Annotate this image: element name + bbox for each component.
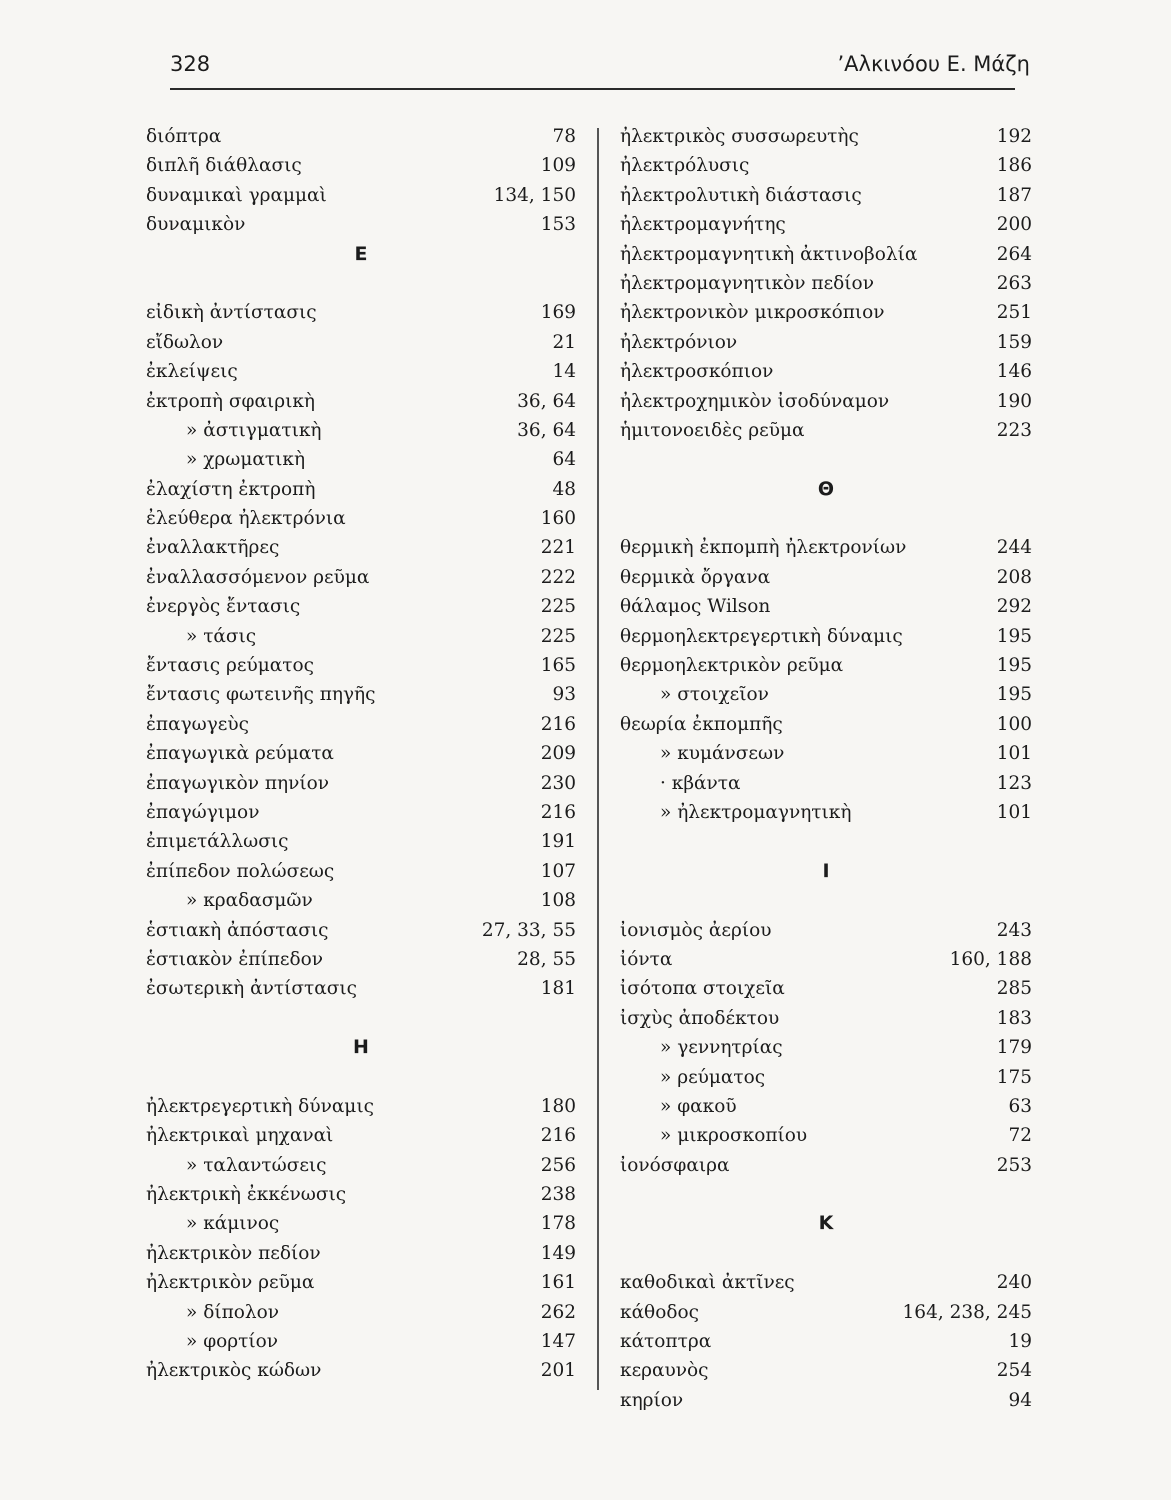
spacer bbox=[620, 1180, 1032, 1209]
index-term: ἠλεκτρεγερτικὴ δύναμις bbox=[146, 1095, 374, 1117]
page-references: 292 bbox=[996, 596, 1032, 618]
index-entry bbox=[146, 1092, 576, 1121]
index-entry bbox=[620, 1386, 1032, 1415]
index-subentry bbox=[146, 622, 576, 651]
index-term: θερμικὴ ἐκπομπὴ ἠλεκτρονίων bbox=[620, 537, 907, 559]
index-entry bbox=[146, 974, 576, 1003]
spacer bbox=[620, 504, 1032, 533]
index-term: ἐναλλακτῆρες bbox=[146, 537, 280, 559]
index-term: ἠλεκτρομαγνήτης bbox=[620, 214, 786, 236]
page-references: 101 bbox=[996, 801, 1032, 823]
page-references: 183 bbox=[996, 1007, 1032, 1029]
index-term: ἡμιτονοειδὲς ρεῦμα bbox=[620, 419, 805, 441]
index-term: κάθοδος bbox=[620, 1301, 699, 1323]
index-entry bbox=[620, 122, 1032, 151]
page-references: 263 bbox=[996, 272, 1032, 294]
page-references: 191 bbox=[540, 831, 576, 853]
page-references: 164, 238, 245 bbox=[902, 1301, 1032, 1323]
page-references: 195 bbox=[996, 625, 1032, 647]
index-term: ἑστιακὸν ἐπίπεδον bbox=[146, 948, 323, 970]
index-term: θεωρία ἐκπομπῆς bbox=[620, 713, 783, 735]
page-references: 36, 64 bbox=[517, 419, 576, 441]
spacer bbox=[620, 827, 1032, 856]
column-divider bbox=[597, 128, 599, 1390]
page-references: 160 bbox=[540, 508, 576, 530]
page-references: 153 bbox=[540, 214, 576, 236]
page-references: 101 bbox=[996, 743, 1032, 765]
index-entry bbox=[146, 122, 576, 151]
index-term: · κβάντα bbox=[660, 772, 741, 794]
index-entry bbox=[620, 916, 1032, 945]
index-term: ἐπαγωγεὺς bbox=[146, 713, 249, 735]
index-entry bbox=[620, 357, 1032, 386]
page-references: 108 bbox=[540, 890, 576, 912]
page-references: 149 bbox=[540, 1242, 576, 1264]
page-references: 186 bbox=[996, 155, 1032, 177]
page-references: 28, 55 bbox=[517, 948, 576, 970]
index-entry bbox=[620, 387, 1032, 416]
page-references: 165 bbox=[540, 655, 576, 677]
index-term: διπλῆ διάθλασις bbox=[146, 155, 302, 177]
index-entry bbox=[146, 151, 576, 180]
page-references: 222 bbox=[540, 566, 576, 588]
index-term: ἐκτροπὴ σφαιρικὴ bbox=[146, 390, 315, 412]
index-term: » δίπολον bbox=[186, 1301, 279, 1323]
page-references: 187 bbox=[996, 184, 1032, 206]
page-references: 221 bbox=[540, 537, 576, 559]
index-term: ἔντασις ρεύματος bbox=[146, 655, 314, 677]
index-entry bbox=[620, 328, 1032, 357]
running-head: ’Αλκινόου Ε. Μάζη bbox=[837, 52, 1030, 76]
index-term: δυναμικαὶ γραμμαὶ bbox=[146, 184, 327, 206]
page-references: 107 bbox=[540, 860, 576, 882]
index-entry bbox=[620, 1356, 1032, 1385]
index-entry bbox=[620, 651, 1032, 680]
page-references: 21 bbox=[552, 331, 576, 353]
page-references: 216 bbox=[540, 1125, 576, 1147]
index-term: » στοιχεῖον bbox=[660, 684, 769, 706]
index-subentry bbox=[146, 886, 576, 915]
index-term: » γεννητρίας bbox=[660, 1037, 783, 1059]
index-entry bbox=[146, 298, 576, 327]
index-entry bbox=[620, 181, 1032, 210]
index-term: ἐνεργὸς ἔντασις bbox=[146, 596, 301, 618]
page-references: 123 bbox=[996, 772, 1032, 794]
index-entry bbox=[146, 827, 576, 856]
page-references: 209 bbox=[540, 743, 576, 765]
index-term: ἠλεκτρόνιον bbox=[620, 331, 738, 353]
page-references: 216 bbox=[540, 713, 576, 735]
page-references: 109 bbox=[540, 155, 576, 177]
section-letter-heading: Ι bbox=[822, 859, 830, 882]
page-references: 251 bbox=[996, 302, 1032, 324]
index-term: ἰόντα bbox=[620, 948, 673, 970]
index-entry bbox=[620, 1268, 1032, 1297]
index-term: » κραδασμῶν bbox=[186, 890, 313, 912]
index-term: ἐπίπεδον πολώσεως bbox=[146, 860, 335, 882]
page-references: 225 bbox=[540, 625, 576, 647]
index-term: » κυμάνσεων bbox=[660, 743, 785, 765]
page-references: 63 bbox=[1008, 1095, 1032, 1117]
index-subentry bbox=[620, 1121, 1032, 1150]
index-term: θερμοηλεκτρεγερτικὴ δύναμις bbox=[620, 625, 903, 647]
page-references: 285 bbox=[996, 978, 1032, 1000]
page-references: 78 bbox=[552, 126, 576, 147]
page-references: 256 bbox=[540, 1154, 576, 1176]
index-entry bbox=[620, 945, 1032, 974]
index-term: ἠλεκτρολυτικὴ διάστασις bbox=[620, 184, 862, 206]
page-references: 94 bbox=[1008, 1389, 1032, 1411]
index-entry bbox=[620, 1327, 1032, 1356]
index-term: δυναμικὸν bbox=[146, 214, 246, 236]
page-references: 223 bbox=[996, 419, 1032, 441]
index-entry bbox=[146, 680, 576, 709]
page-references: 72 bbox=[1008, 1125, 1032, 1147]
index-term: ἐκλείψεις bbox=[146, 361, 238, 383]
page-references: 180 bbox=[540, 1095, 576, 1117]
spacer bbox=[146, 1004, 576, 1033]
index-entry bbox=[620, 563, 1032, 592]
index-term: ἰσχὺς ἀποδέκτου bbox=[620, 1007, 780, 1029]
index-entry bbox=[146, 1356, 576, 1385]
page-references: 161 bbox=[540, 1272, 576, 1294]
index-subentry bbox=[620, 769, 1032, 798]
index-term: κηρίον bbox=[620, 1389, 684, 1411]
index-entry bbox=[620, 1151, 1032, 1180]
index-entry bbox=[146, 739, 576, 768]
index-term: ἰονόσφαιρα bbox=[620, 1154, 730, 1176]
spacer bbox=[620, 886, 1032, 915]
page-references: 225 bbox=[540, 596, 576, 618]
index-subentry bbox=[146, 1298, 576, 1327]
index-entry bbox=[146, 945, 576, 974]
index-entry bbox=[146, 1180, 576, 1209]
page-references: 14 bbox=[552, 361, 576, 383]
index-entry bbox=[620, 210, 1032, 239]
page-references: 160, 188 bbox=[949, 948, 1032, 970]
page-references: 64 bbox=[552, 449, 576, 471]
index-term: ἠλεκτρονικὸν μικροσκόπιον bbox=[620, 302, 885, 324]
index-subentry bbox=[620, 1092, 1032, 1121]
index-term: » ρεύματος bbox=[660, 1066, 766, 1088]
section-letter-heading: Θ bbox=[817, 477, 835, 500]
page-references: 200 bbox=[996, 214, 1032, 236]
page-references: 178 bbox=[540, 1213, 576, 1235]
page-references: 36, 64 bbox=[517, 390, 576, 412]
index-term: εἴδωλον bbox=[146, 331, 224, 353]
page-references: 244 bbox=[996, 537, 1032, 559]
index-entry bbox=[146, 592, 576, 621]
index-term: » τάσις bbox=[186, 625, 257, 647]
page-references: 27, 33, 55 bbox=[481, 919, 576, 941]
page-references: 240 bbox=[996, 1272, 1032, 1294]
index-subentry bbox=[620, 680, 1032, 709]
index-term: » χρωματικὴ bbox=[186, 449, 306, 471]
index-entry bbox=[620, 533, 1032, 562]
index-entry bbox=[146, 181, 576, 210]
index-term: ἐσωτερικὴ ἀντίστασις bbox=[146, 978, 357, 1000]
page-references: 253 bbox=[996, 1154, 1032, 1176]
page-references: 134, 150 bbox=[493, 184, 576, 206]
index-term: » μικροσκοπίου bbox=[660, 1125, 808, 1147]
index-term: » φακοῦ bbox=[660, 1095, 737, 1117]
index-entry bbox=[620, 416, 1032, 445]
index-term: καθοδικαὶ ἀκτῖνες bbox=[620, 1272, 795, 1294]
index-subentry bbox=[146, 416, 576, 445]
index-entry bbox=[146, 1121, 576, 1150]
index-term: ἐναλλασσόμενον ρεῦμα bbox=[146, 566, 370, 588]
page-references: 181 bbox=[540, 978, 576, 1000]
page-references: 169 bbox=[540, 302, 576, 324]
index-entry bbox=[620, 622, 1032, 651]
spacer bbox=[620, 1239, 1032, 1268]
page-references: 216 bbox=[540, 801, 576, 823]
page-references: 190 bbox=[996, 390, 1032, 412]
index-entry bbox=[146, 210, 576, 239]
index-term: » ἠλεκτρομαγνητικὴ bbox=[660, 801, 852, 823]
index-term: » κάμινος bbox=[186, 1213, 280, 1235]
index-subentry bbox=[620, 1063, 1032, 1092]
index-term: διόπτρα bbox=[146, 126, 222, 147]
index-entry bbox=[620, 1298, 1032, 1327]
index-entry bbox=[146, 504, 576, 533]
index-term: ἰονισμὸς ἀερίου bbox=[620, 919, 772, 941]
index-entry bbox=[620, 240, 1032, 269]
index-term: κεραυνὸς bbox=[620, 1360, 709, 1382]
section-letter-heading: Κ bbox=[818, 1212, 834, 1235]
index-term: κάτοπτρα bbox=[620, 1331, 712, 1353]
page-references: 208 bbox=[996, 566, 1032, 588]
index-entry bbox=[146, 475, 576, 504]
page-references: 264 bbox=[996, 243, 1032, 265]
index-term: ἠλεκτρικὸν ρεῦμα bbox=[146, 1272, 315, 1294]
spacer bbox=[146, 269, 576, 298]
index-entry bbox=[146, 533, 576, 562]
page-references: 100 bbox=[996, 713, 1032, 735]
index-term: θάλαμος Wilson bbox=[620, 596, 771, 618]
index-term: ἐπαγώγιμον bbox=[146, 801, 260, 823]
index-term: ἠλεκτροχημικὸν ἰσοδύναμον bbox=[620, 390, 890, 412]
index-entry bbox=[146, 916, 576, 945]
index-entry bbox=[620, 1004, 1032, 1033]
index-entry bbox=[146, 1268, 576, 1297]
page-references: 192 bbox=[996, 126, 1032, 147]
index-term: » ἀστιγματικὴ bbox=[186, 419, 322, 441]
header-rule bbox=[170, 88, 1015, 90]
index-entry bbox=[620, 974, 1032, 1003]
index-term: ἠλεκτρικαὶ μηχαναὶ bbox=[146, 1125, 334, 1147]
page-references: 238 bbox=[540, 1184, 576, 1206]
index-column-left bbox=[146, 122, 576, 1386]
page-references: 159 bbox=[996, 331, 1032, 353]
index-entry bbox=[620, 592, 1032, 621]
index-entry bbox=[146, 357, 576, 386]
section-letter-heading: Ε bbox=[354, 242, 368, 265]
page-references: 262 bbox=[540, 1301, 576, 1323]
index-term: » φορτίον bbox=[186, 1331, 279, 1353]
page-references: 195 bbox=[996, 655, 1032, 677]
index-term: ἠλεκτρικὸς συσσωρευτὴς bbox=[620, 126, 859, 147]
index-term: ἠλεκτρομαγνητικὸν πεδίον bbox=[620, 272, 874, 294]
index-term: ἠλεκτρικὸς κώδων bbox=[146, 1360, 322, 1382]
page-references: 146 bbox=[996, 361, 1032, 383]
index-term: ἔντασις φωτεινῆς πηγῆς bbox=[146, 684, 376, 706]
index-term: θερμοηλεκτρικὸν ρεῦμα bbox=[620, 655, 844, 677]
page-references: 201 bbox=[540, 1360, 576, 1382]
page-references: 179 bbox=[996, 1037, 1032, 1059]
index-entry bbox=[146, 1239, 576, 1268]
page-references: 195 bbox=[996, 684, 1032, 706]
index-term: ἠλεκτρικὸν πεδίον bbox=[146, 1242, 321, 1264]
index-term: ἐπιμετάλλωσις bbox=[146, 831, 289, 853]
spacer bbox=[620, 445, 1032, 474]
index-subentry bbox=[146, 1327, 576, 1356]
index-entry bbox=[146, 387, 576, 416]
page-references: 243 bbox=[996, 919, 1032, 941]
page-references: 230 bbox=[540, 772, 576, 794]
index-entry bbox=[146, 328, 576, 357]
index-term: ἐπαγωγικὸν πηνίον bbox=[146, 772, 329, 794]
page-number: 328 bbox=[170, 52, 211, 76]
index-term: εἰδικὴ ἀντίστασις bbox=[146, 302, 317, 324]
index-subentry bbox=[146, 1151, 576, 1180]
page-header bbox=[170, 52, 1030, 88]
page-references: 19 bbox=[1008, 1331, 1032, 1353]
index-term: ἰσότοπα στοιχεῖα bbox=[620, 978, 785, 1000]
index-term: ἐπαγωγικὰ ρεύματα bbox=[146, 743, 334, 765]
index-term: θερμικὰ ὄργανα bbox=[620, 566, 771, 588]
index-term: ἠλεκτρόλυσις bbox=[620, 155, 750, 177]
index-entry bbox=[146, 769, 576, 798]
section-letter-heading: Η bbox=[353, 1036, 369, 1059]
index-entry bbox=[620, 710, 1032, 739]
page-references: 147 bbox=[540, 1331, 576, 1353]
index-subentry bbox=[620, 739, 1032, 768]
page-references: 175 bbox=[996, 1066, 1032, 1088]
index-entry bbox=[146, 563, 576, 592]
page-references: 254 bbox=[996, 1360, 1032, 1382]
index-column-right bbox=[620, 122, 1032, 1415]
index-subentry bbox=[146, 1209, 576, 1238]
index-subentry bbox=[620, 1033, 1032, 1062]
index-entry bbox=[146, 798, 576, 827]
index-entry bbox=[146, 710, 576, 739]
index-term: ἐλαχίστη ἐκτροπὴ bbox=[146, 478, 316, 500]
index-entry bbox=[146, 857, 576, 886]
index-term: ἠλεκτρικὴ ἐκκένωσις bbox=[146, 1184, 347, 1206]
index-entry bbox=[620, 269, 1032, 298]
page-references: 93 bbox=[552, 684, 576, 706]
page-references: 48 bbox=[552, 478, 576, 500]
index-term: » ταλαντώσεις bbox=[186, 1154, 327, 1176]
index-entry bbox=[620, 151, 1032, 180]
index-entry bbox=[146, 651, 576, 680]
index-entry bbox=[620, 298, 1032, 327]
index-subentry bbox=[146, 445, 576, 474]
index-term: ἑστιακὴ ἀπόστασις bbox=[146, 919, 329, 941]
spacer bbox=[146, 1063, 576, 1092]
index-term: ἠλεκτρομαγνητικὴ ἀκτινοβολία bbox=[620, 243, 918, 265]
index-term: ἐλεύθερα ἠλεκτρόνια bbox=[146, 508, 346, 530]
index-term: ἠλεκτροσκόπιον bbox=[620, 361, 774, 383]
index-subentry bbox=[620, 798, 1032, 827]
